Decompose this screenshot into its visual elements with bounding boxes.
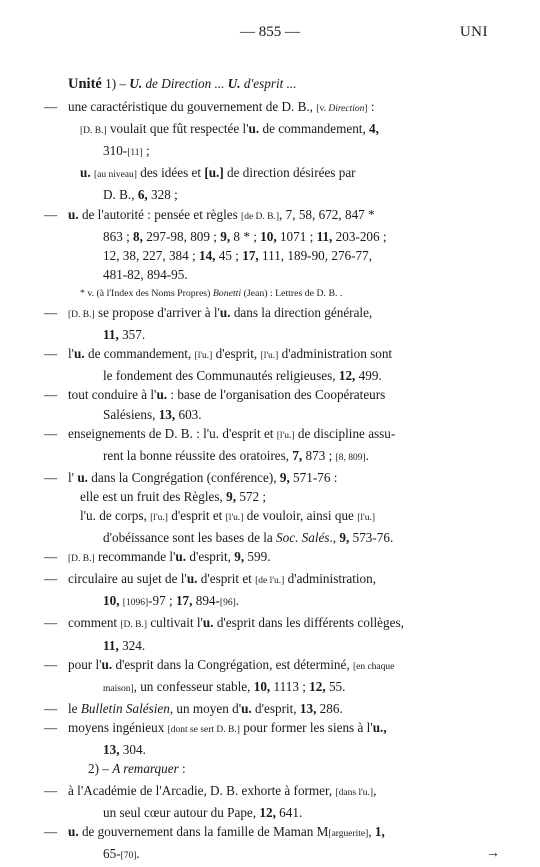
entry-dash: —	[44, 346, 58, 362]
index-line	[44, 677, 474, 699]
index-line	[44, 163, 474, 185]
index-line	[44, 385, 474, 404]
index-line	[44, 119, 474, 141]
line-text: 10, [1096]-97 ; 17, 894-[96].	[103, 593, 240, 609]
line-text: u. de gouvernement dans la famille de Maman M[arguerite], 1,	[68, 824, 385, 840]
entry-dash: —	[44, 656, 58, 672]
line-text: u. [au niveau] des idées et [u.] de direction désirées par	[80, 165, 356, 181]
entry-dash: —	[44, 549, 58, 565]
entry-dash: —	[44, 99, 58, 115]
line-text: enseignements de D. B. : l'u. d'esprit et [l'u.] de discipline assu-	[68, 425, 396, 441]
index-line	[44, 547, 474, 569]
index-line	[44, 655, 474, 677]
line-text: 13, 304.	[103, 742, 146, 757]
entry-dash: —	[44, 615, 58, 631]
index-line	[44, 366, 474, 385]
index-line	[44, 613, 474, 635]
continue-arrow-icon: →	[486, 846, 500, 862]
line-text: D. B., 6, 328 ;	[103, 187, 178, 203]
line-text: un seul cœur autour du Pape, 12, 641.	[103, 805, 303, 821]
line-text: [D. B.] se propose d'arriver à l'u. dans la direction générale,	[68, 305, 373, 321]
index-line	[44, 405, 474, 424]
line-text: circulaire au sujet de l'u. d'esprit et [de l'u.] d'administration,	[68, 571, 377, 587]
index-line	[44, 303, 474, 325]
entry-dash: —	[44, 425, 58, 441]
index-line	[44, 227, 474, 246]
index-line	[44, 803, 474, 822]
entry-dash: —	[44, 719, 58, 735]
line-text: l' u. dans la Congrégation (conférence), 9, 571-76 :	[68, 469, 338, 485]
line-text: elle est un fruit des Règles, 9, 572 ;	[80, 488, 267, 504]
index-line	[44, 591, 474, 613]
index-line	[44, 569, 474, 591]
entry-dash: —	[44, 469, 58, 485]
index-entry-body	[44, 74, 500, 867]
line-text: pour l'u. d'esprit dans la Congrégation, est déterminé, [en chaque	[68, 656, 395, 672]
index-line	[44, 740, 474, 759]
index-line	[44, 506, 474, 528]
index-line	[44, 781, 474, 803]
index-line	[44, 265, 474, 284]
line-text: moyens ingénieux [dont se sert D. B.] pour former les siens à l'u.,	[68, 719, 387, 735]
entry-dash: —	[44, 305, 58, 321]
entry-dash: —	[44, 387, 58, 403]
line-text: [D. B.] voulait que fût respectée l'u. de commandement, 4,	[80, 121, 379, 137]
line-text: 310-[11] ;	[103, 143, 150, 159]
entry-dash: —	[44, 571, 58, 587]
line-text: Unité 1) – U. de Direction ... U. d'esprit ...	[68, 76, 297, 92]
entry-dash: —	[44, 783, 58, 799]
index-line	[44, 344, 474, 366]
index-line	[44, 636, 474, 655]
page-header	[0, 24, 540, 48]
line-text: 2) – A remarquer :	[88, 761, 186, 777]
line-text: [D. B.] recommande l'u. d'esprit, 9, 599.	[68, 549, 271, 565]
index-line	[44, 718, 474, 740]
entry-heading	[44, 74, 474, 94]
line-text: le Bulletin Salésien, un moyen d'u. d'esprit, 13, 286.	[68, 700, 343, 716]
line-text: le fondement des Communautés religieuses, 12, 499.	[103, 368, 382, 384]
index-line	[44, 446, 474, 468]
entry-dash: —	[44, 700, 58, 716]
index-line	[44, 97, 474, 119]
line-text: tout conduire à l'u. : base de l'organisation des Coopérateurs	[68, 387, 386, 403]
index-line	[44, 822, 474, 844]
line-text: Salésiens, 13, 603.	[103, 406, 202, 422]
index-line	[44, 141, 474, 163]
line-text: 11, 324.	[103, 637, 146, 653]
index-line	[44, 424, 474, 446]
line-text: d'obéissance sont les bases de la Soc. Salés., 9, 573-76.	[103, 530, 394, 546]
line-text: 863 ; 8, 297-98, 809 ; 9, 8 * ; 10, 1071 ; 11, 203-206 ;	[103, 228, 387, 244]
line-text: maison], un confesseur stable, 10, 1113 ; 12, 55.	[103, 678, 346, 694]
line-text: u. de l'autorité : pensée et règles [de D. B.], 7, 58, 672, 847 *	[68, 206, 375, 222]
line-text: à l'Académie de l'Arcadie, D. B. exhorte à former, [dans l'u.],	[68, 783, 377, 799]
line-text: 12, 38, 227, 384 ; 14, 45 ; 17, 111, 189-90, 276-77,	[103, 247, 373, 263]
index-line	[44, 528, 474, 547]
index-line	[44, 759, 474, 778]
line-text: 11, 357.	[103, 327, 146, 343]
line-text: rent la bonne réussite des oratoires, 7, 873 ; [8, 809].	[103, 447, 369, 463]
index-line	[44, 325, 474, 344]
line-text: * v. (à l'Index des Noms Propres) Bonetti (Jean) : Lettres de D. B. .	[80, 287, 343, 299]
line-text: l'u. de commandement, [l'u.] d'esprit, [l'u.] d'administration sont	[68, 346, 393, 362]
index-line	[44, 844, 500, 866]
footnote-line	[44, 284, 474, 303]
index-line	[44, 699, 474, 718]
index-line	[44, 487, 474, 506]
index-line	[44, 468, 474, 487]
index-line	[44, 185, 474, 204]
index-line	[44, 205, 474, 227]
entry-dash: —	[44, 206, 58, 222]
running-head: UNI	[459, 24, 488, 40]
index-line	[44, 246, 474, 265]
line-text: 481-82, 894-95.	[103, 266, 188, 282]
line-text: une caractéristique du gouvernement de D. B., [v. Direction] :	[68, 99, 375, 115]
line-text: 65-[70].	[103, 846, 140, 862]
page-number: — 855 —	[240, 24, 300, 40]
line-text: comment [D. B.] cultivait l'u. d'esprit dans les différents collèges,	[68, 615, 404, 631]
line-text: l'u. de corps, [l'u.] d'esprit et [l'u.] de vouloir, ainsi que [l'u.]	[80, 507, 376, 523]
entry-dash: —	[44, 824, 58, 840]
